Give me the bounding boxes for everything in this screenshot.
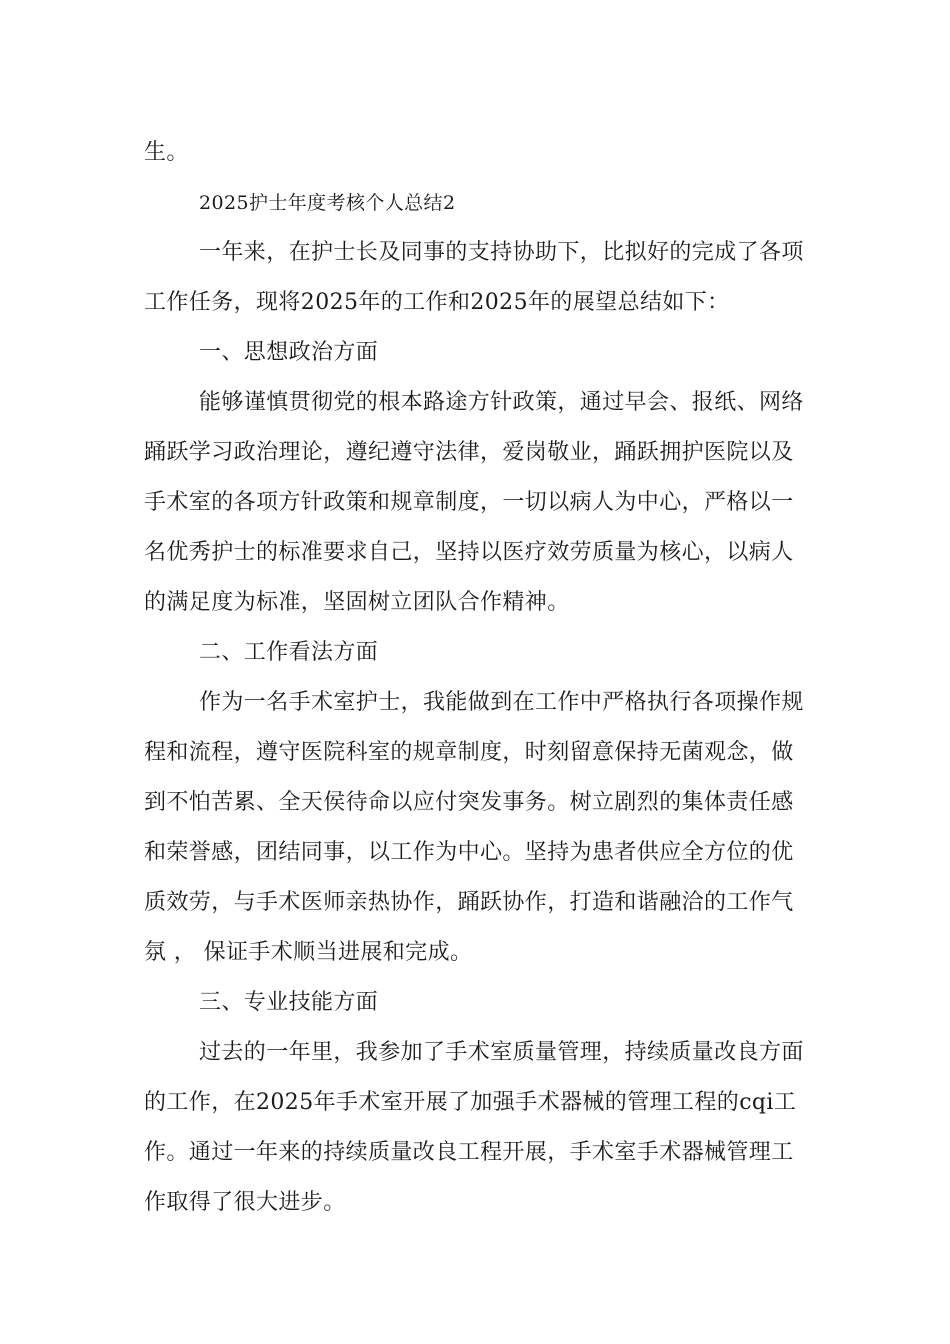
section-heading: 一、思想政治方面 <box>199 340 379 365</box>
paragraph-line: 作。通过一年来的持续质量改良工程开展，手术室手术器械管理工 <box>144 1140 794 1165</box>
paragraph-line: 质效劳，与手术医师亲热协作，踊跃协作，打造和谐融洽的工作气 <box>144 890 794 915</box>
paragraph-line: 的满足度为标准，坚固树立团队合作精神。 <box>144 590 570 615</box>
paragraph-line: 工作任务，现将2025年的工作和2025年的展望总结如下： <box>144 290 730 315</box>
section-heading: 三、专业技能方面 <box>199 990 379 1015</box>
paragraph-line: 的工作，在2025年手术室开展了加强手术器械的管理工程的cqi工 <box>144 1090 797 1115</box>
paragraph-line: 过去的一年里，我参加了手术室质量管理，持续质量改良方面 <box>199 1040 804 1065</box>
paragraph-line: 和荣誉感，团结同事，以工作为中心。坚持为患者供应全方位的优 <box>144 840 794 865</box>
paragraph-line: 到不怕苦累、全天侯待命以应付突发事务。树立剧烈的集体责任感 <box>144 790 794 815</box>
paragraph-line: 作为一名手术室护士，我能做到在工作中严格执行各项操作规 <box>199 690 804 715</box>
paragraph-line: 一年来，在护士长及同事的支持协助下，比拟好的完成了各项 <box>199 240 804 265</box>
paragraph-line: 生。 <box>144 140 189 165</box>
section-heading: 2025护士年度考核个人总结2 <box>199 192 456 214</box>
paragraph-line: 踊跃学习政治理论，遵纪遵守法律，爱岗敬业，踊跃拥护医院以及 <box>144 440 794 465</box>
section-heading: 二、工作看法方面 <box>199 640 379 665</box>
paragraph-line: 作取得了很大进步。 <box>144 1190 346 1215</box>
document-page <box>144 128 808 1228</box>
paragraph-line: 程和流程，遵守医院科室的规章制度，时刻留意保持无菌观念，做 <box>144 740 794 765</box>
paragraph-line: 名优秀护士的标准要求自己，坚持以医疗效劳质量为核心，以病人 <box>144 540 794 565</box>
paragraph-line: 氛 ， 保证手术顺当进展和完成。 <box>144 940 473 965</box>
paragraph-line: 手术室的各项方针政策和规章制度，一切以病人为中心，严格以一 <box>144 490 794 515</box>
paragraph-line: 能够谨慎贯彻党的根本路途方针政策，通过早会、报纸、网络 <box>199 390 804 415</box>
